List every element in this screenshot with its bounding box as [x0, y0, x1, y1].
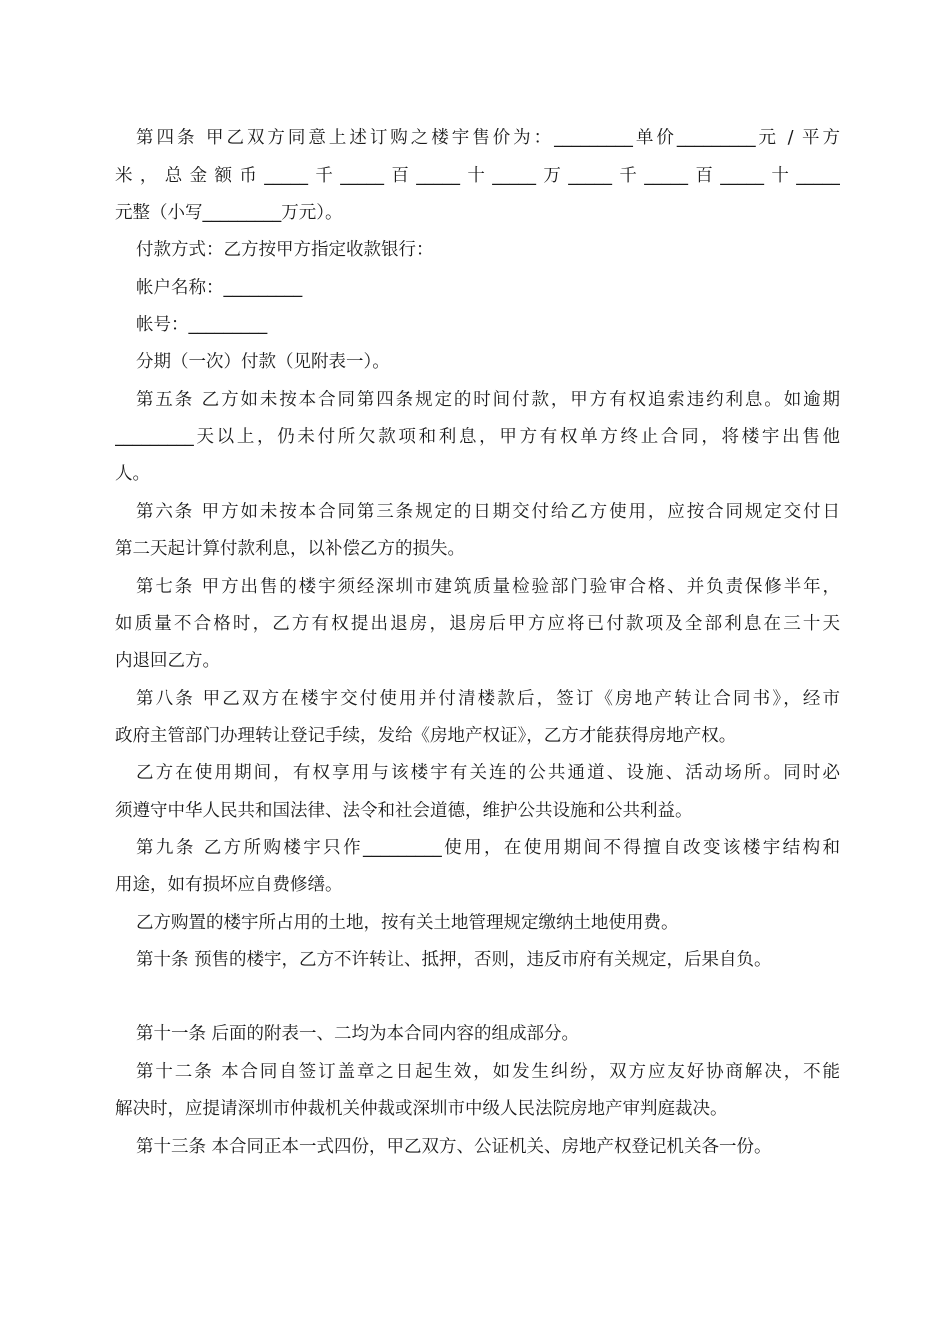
clause-8-para-2-line-2: 须遵守中华人民共和国法律、法令和社会道德，维护公共设施和公共利益。	[115, 801, 693, 821]
payment-method-line: 付款方式：乙方按甲方指定收款银行：	[136, 240, 434, 260]
clause-7-line-1: 第七条 甲方出售的楼宇须经深圳市建筑质量检验部门验审合格、并负责保修半年，	[136, 577, 840, 597]
clause-9-line-2: 用途，如有损坏应自费修缮。	[115, 875, 343, 895]
account-name-line: 帐户名称：_________	[136, 278, 303, 298]
clause-9-line-1: 第九条 乙方所购楼宇只作_________使用，在使用期间不得擅自改变该楼宇结构和	[136, 838, 840, 858]
clause-6-line-2: 第二天起计算付款利息，以补偿乙方的损失。	[115, 539, 465, 559]
clause-11-line: 第十一条 后面的附表一、二均为本合同内容的组成部分。	[136, 1024, 580, 1044]
clause-10-line: 第十条 预售的楼宇，乙方不许转让、抵押，否则，违反市府有关规定，后果自负。	[136, 950, 772, 970]
clause-12-line-2: 解决时，应提请深圳市仲裁机关仲裁或深圳市中级人民法院房地产审判庭裁决。	[115, 1099, 728, 1119]
clause-5-line-3: 人。	[115, 464, 150, 484]
clause-4-line-3: 元整（小写_________万元）。	[115, 203, 343, 223]
clause-12-line-1: 第十二条 本合同自签订盖章之日起生效，如发生纠纷，双方应友好协商解决，不能	[136, 1062, 840, 1082]
clause-5-line-2: _________天以上，仍未付所欠款项和利息，甲方有权单方终止合同，将楼宇出售他	[115, 427, 840, 447]
clause-7-line-2: 如质量不合格时，乙方有权提出退房，退房后甲方应将已付款项及全部利息在三十天	[115, 614, 840, 634]
clause-8-para-2-line-1: 乙方在使用期间，有权享用与该楼宇有关连的公共通道、设施、活动场所。同时必	[136, 763, 840, 783]
clause-4-line-2: 米，总金额币_____千_____百_____十_____万_____千_____百_____十_____	[115, 166, 840, 186]
land-use-fee-line: 乙方购置的楼宇所占用的土地，按有关土地管理规定缴纳土地使用费。	[136, 913, 679, 933]
installment-line: 分期（一次）付款（见附表一）。	[136, 352, 390, 372]
account-number-line: 帐号：_________	[136, 315, 268, 335]
clause-4-line-1: 第四条 甲乙双方同意上述订购之楼宇售价为：_________单价_________元 / 平方	[136, 128, 840, 148]
clause-6-line-1: 第六条 甲方如未按本合同第三条规定的日期交付给乙方使用，应按合同规定交付日	[136, 502, 840, 522]
clause-8-line-2: 政府主管部门办理转让登记手续，发给《房地产权证》，乙方才能获得房地产权。	[115, 726, 737, 746]
clause-7-line-3: 内退回乙方。	[115, 651, 220, 671]
clause-13-line: 第十三条 本合同正本一式四份，甲乙双方、公证机关、房地产权登记机关各一份。	[136, 1137, 772, 1157]
clause-8-line-1: 第八条 甲乙双方在楼宇交付使用并付清楼款后，签订《房地产转让合同书》，经市	[136, 689, 840, 709]
clause-5-line-1: 第五条 乙方如未按本合同第四条规定的时间付款，甲方有权追索违约利息。如逾期	[136, 390, 840, 410]
